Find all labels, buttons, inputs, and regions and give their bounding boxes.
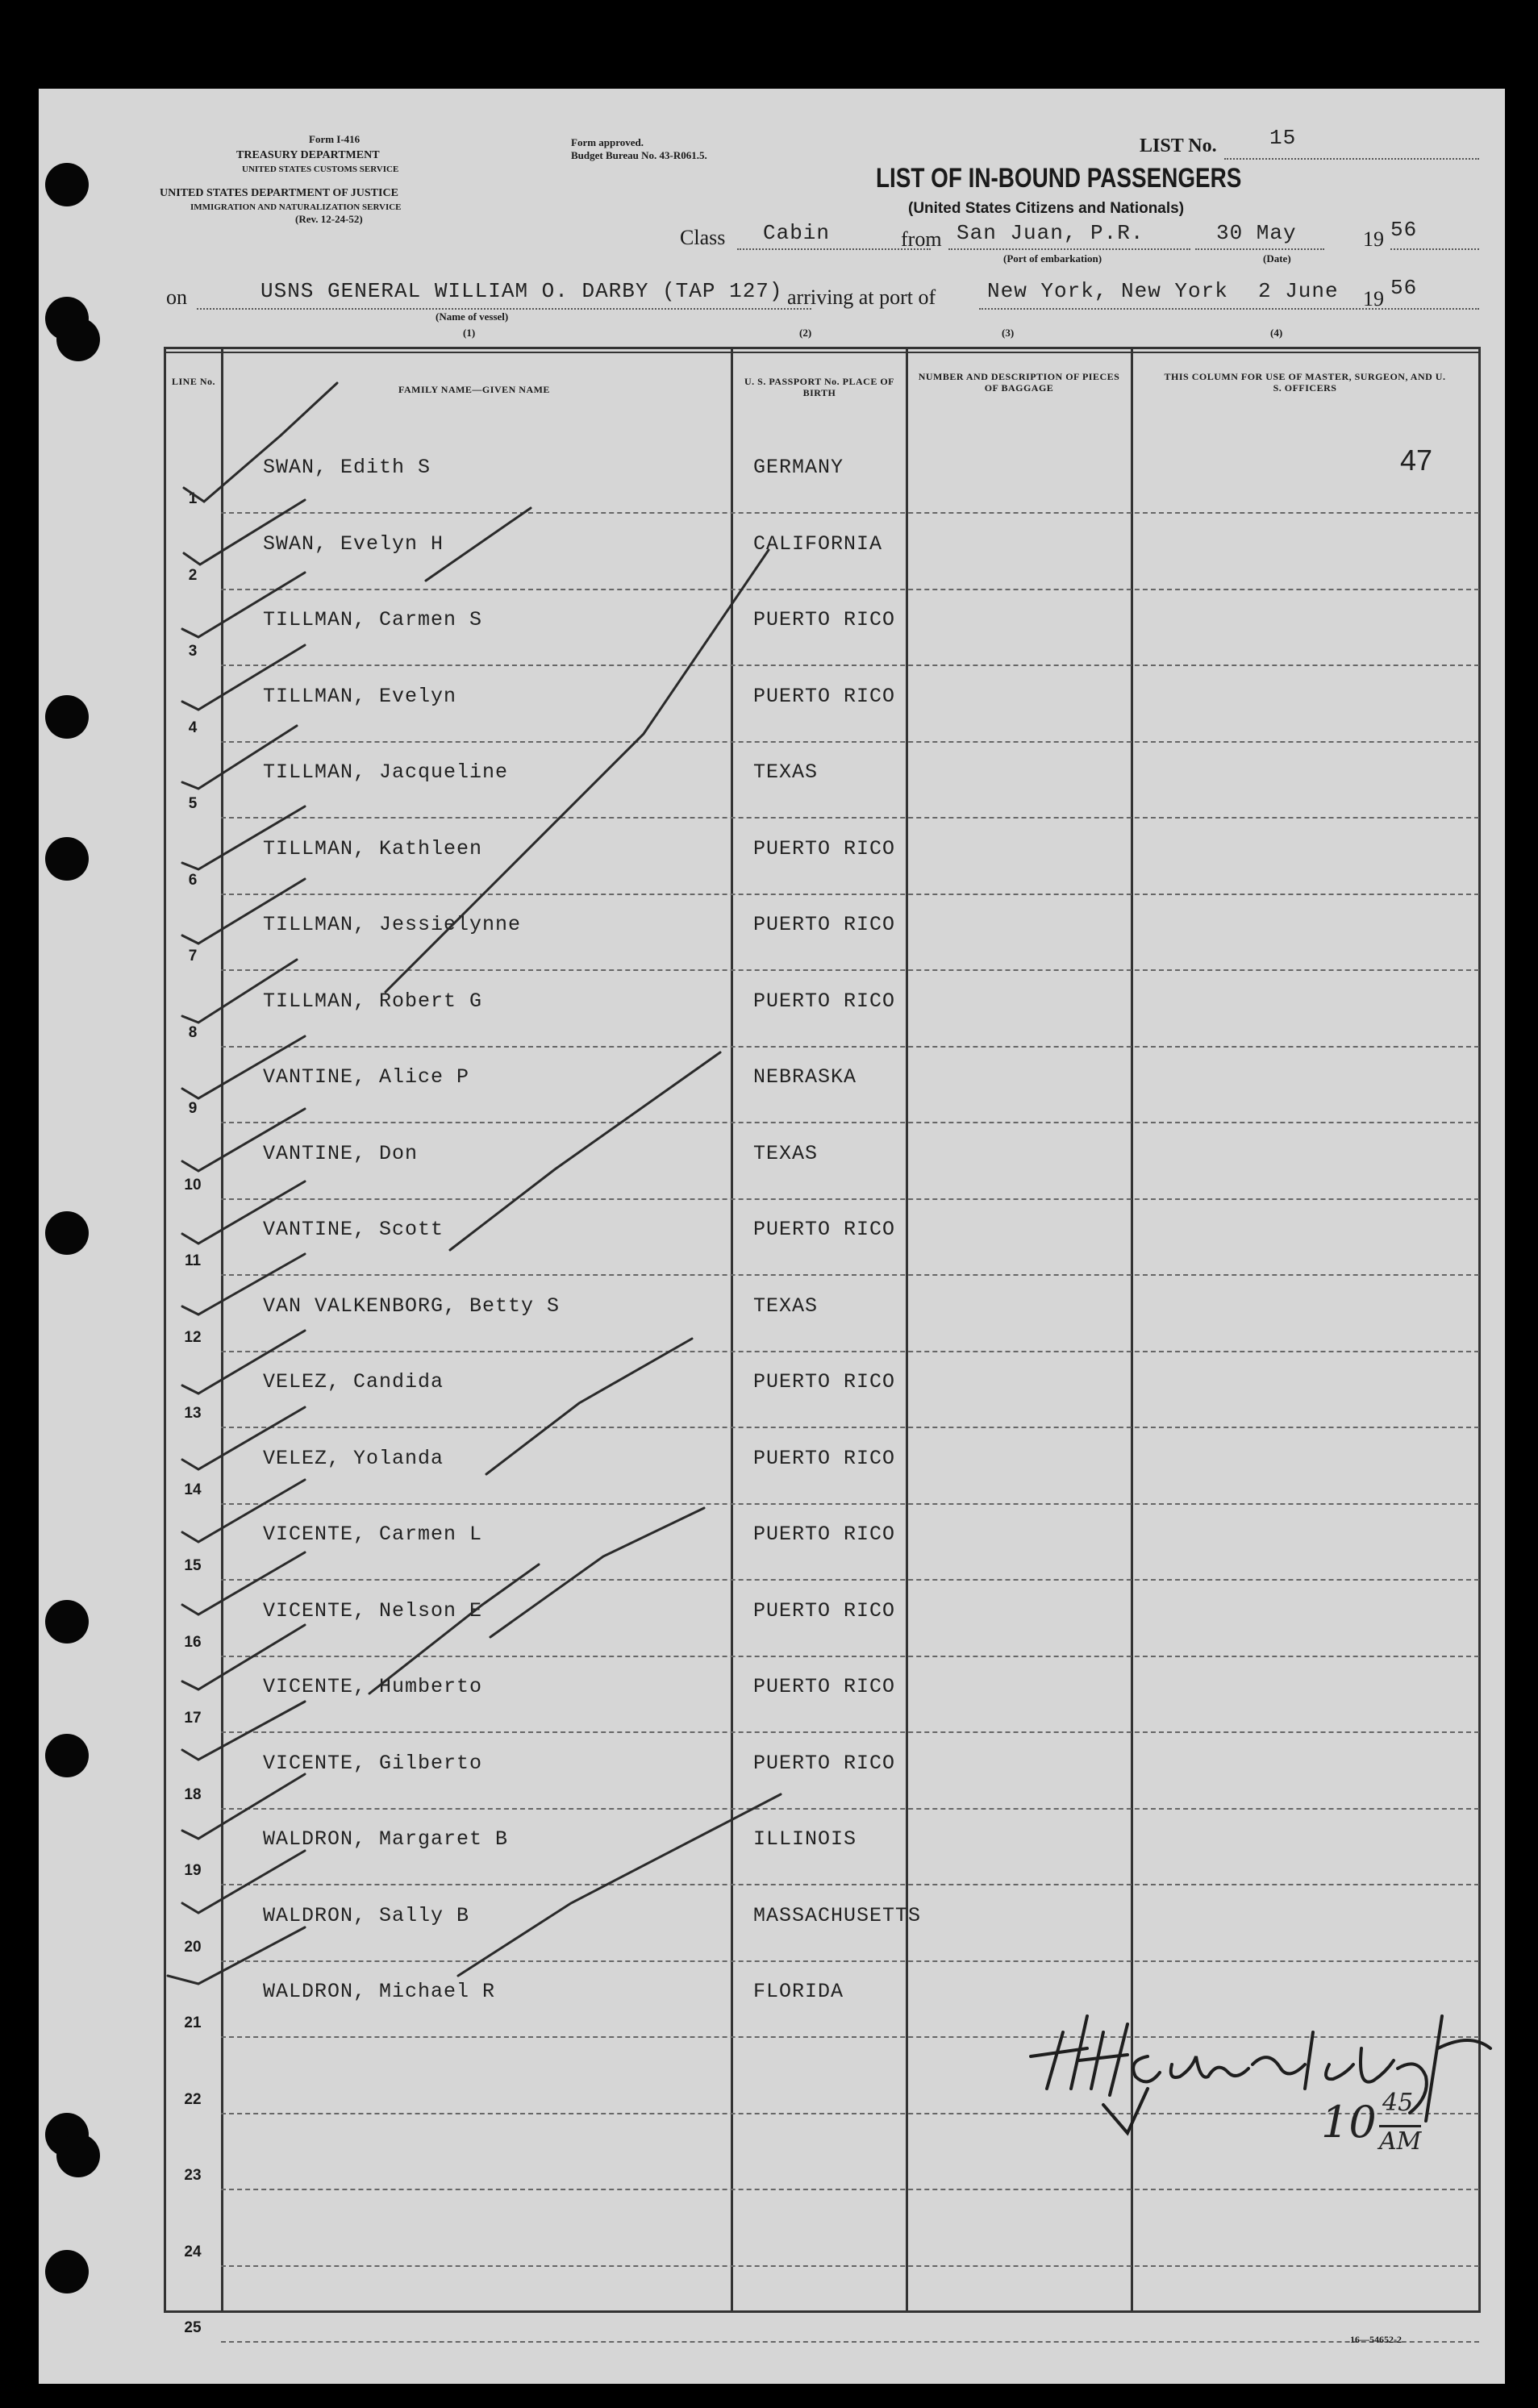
row-divider [221,1351,1479,1352]
on-label: on [166,285,187,309]
place-of-birth: PUERTO RICO [753,913,896,936]
list-no-label: LIST No. [1140,135,1217,156]
place-of-birth: PUERTO RICO [753,1523,896,1546]
passenger-name: VELEZ, Candida [263,1370,444,1394]
header-name: FAMILY NAME—GIVEN NAME [398,384,550,395]
form-approved: Form approved. [571,136,644,148]
row-divider [221,741,1479,743]
embark-date: 30 May [1216,221,1297,245]
line-number: 22 [184,2090,202,2108]
passenger-name: VICENTE, Nelson E [263,1598,483,1623]
place-of-birth: PUERTO RICO [753,1598,896,1623]
vessel-name: USNS GENERAL WILLIAM O. DARBY (TAP 127) [261,279,783,303]
line-number: 1 [188,490,198,507]
passenger-name: VICENTE, Gilberto [263,1751,483,1775]
line-number: 7 [188,948,198,964]
row-divider [221,664,1479,666]
place-of-birth: PUERTO RICO [753,608,896,631]
form-subtitle: (United States Citizens and Nationals) [908,200,1185,217]
passenger-name: SWAN, Edith S [263,456,431,479]
form-title: LIST OF IN-BOUND PASSENGERS [876,163,1242,194]
place-of-birth: PUERTO RICO [753,684,896,708]
officer-count: 47 [1400,444,1433,477]
binder-hole [45,1734,89,1777]
row-divider [221,1274,1479,1276]
col-num-4: (4) [1270,327,1283,339]
line-number: 18 [184,1785,202,1803]
port-of-embarkation: San Juan, P.R. [957,221,1144,245]
line-number: 10 [184,1176,202,1194]
line-number: 4 [188,719,198,736]
place-of-birth: PUERTO RICO [753,1446,896,1470]
row-divider [221,1884,1479,1885]
passenger-name: TILLMAN, Kathleen [263,836,483,860]
place-of-birth: PUERTO RICO [753,1370,896,1394]
row-divider [221,1046,1479,1048]
row-divider [221,2265,1479,2267]
line-number: 24 [184,2243,202,2260]
place-of-birth: GERMANY [753,456,844,479]
form-revision: (Rev. 12-24-52) [295,213,363,225]
binder-hole [45,837,89,881]
passenger-name: VELEZ, Yolanda [263,1446,444,1470]
passenger-name: VAN VALKENBORG, Betty S [263,1294,561,1318]
place-of-birth: TEXAS [753,760,819,784]
justice-dept: UNITED STATES DEPARTMENT OF JUSTICE [160,187,398,199]
date-caption: (Date) [1263,252,1291,265]
passenger-name: TILLMAN, Jacqueline [263,760,509,784]
line-number: 19 [184,1862,202,1879]
row-divider [221,1198,1479,1200]
port-embarkation-caption: (Port of embarkation) [1003,252,1102,265]
form-number: Form I-416 [309,133,361,145]
passenger-name: VANTINE, Alice P [263,1065,470,1089]
year-2: 56 [1390,276,1418,300]
from-label: from [901,227,942,251]
binder-hole [45,1211,89,1255]
class-value: Cabin [763,221,831,245]
year-prefix-1: 19 [1363,227,1384,251]
binder-hole [45,2250,89,2293]
line-number: 21 [184,2014,202,2031]
place-of-birth: NEBRASKA [753,1065,857,1089]
col-num-2: (2) [799,327,812,339]
class-label: Class [680,226,726,249]
line-number: 17 [184,1710,202,1727]
header-officers: THIS COLUMN FOR USE OF MASTER, SURGEON, AND U. S. OFFICERS [1164,371,1446,394]
row-divider [221,1503,1479,1505]
passenger-name: VANTINE, Don [263,1141,419,1165]
row-divider [221,1427,1479,1428]
line-number: 15 [184,1557,202,1574]
place-of-birth: PUERTO RICO [753,1675,896,1698]
passenger-name: WALDRON, Sally B [263,1903,470,1927]
time-hour: 10 [1321,2097,1377,2148]
row-divider [221,1122,1479,1123]
place-of-birth: FLORIDA [753,1980,844,2003]
time-ampm: AM [1379,2125,1421,2156]
row-divider [221,2189,1479,2190]
binder-hole [45,695,89,739]
row-divider [221,969,1479,971]
passenger-name: TILLMAN, Evelyn [263,684,457,708]
passenger-name: WALDRON, Margaret B [263,1827,509,1851]
header-passport: U. S. PASSPORT No. PLACE OF BIRTH [744,376,894,398]
place-of-birth: PUERTO RICO [753,1218,896,1241]
place-of-birth: MASSACHUSETTS [753,1903,922,1927]
list-number: 15 [1269,126,1297,150]
arrival-date: 2 June [1258,279,1339,303]
arrival-port: New York, New York [987,279,1228,303]
passenger-name: VANTINE, Scott [263,1218,444,1241]
row-divider [221,1656,1479,1657]
time-minutes: 45 [1382,2089,1414,2117]
passenger-name: WALDRON, Michael R [263,1980,496,2003]
place-of-birth: PUERTO RICO [753,989,896,1013]
budget-bureau: Budget Bureau No. 43-R061.5. [571,149,707,161]
ins-service: IMMIGRATION AND NATURALIZATION SERVICE [190,202,402,212]
binder-hole [45,163,89,206]
passenger-name: TILLMAN, Robert G [263,989,483,1013]
binder-hole [45,1600,89,1644]
line-number: 12 [184,1328,202,1346]
line-number: 2 [188,566,198,584]
binder-hole [56,318,100,361]
inspector-signature [1007,2000,1507,2161]
line-number: 3 [188,643,198,660]
row-divider [221,1808,1479,1810]
place-of-birth: TEXAS [753,1141,819,1165]
header-line-no: LINE No. [171,376,215,387]
row-divider [221,817,1479,819]
year-1: 56 [1390,218,1418,242]
line-number: 13 [184,1405,202,1422]
row-divider [221,894,1479,895]
line-number: 20 [184,1938,202,1956]
row-divider [221,1960,1479,1962]
passenger-name: SWAN, Evelyn H [263,531,444,556]
row-divider [221,1579,1479,1581]
place-of-birth: PUERTO RICO [753,836,896,860]
row-divider [221,589,1479,590]
row-divider [221,512,1479,514]
place-of-birth: PUERTO RICO [753,1751,896,1775]
line-number: 5 [188,795,198,812]
customs-service: UNITED STATES CUSTOMS SERVICE [242,165,399,174]
line-number: 11 [184,1252,202,1269]
place-of-birth: ILLINOIS [753,1827,857,1851]
col-num-3: (3) [1002,327,1015,339]
year-prefix-2: 19 [1363,287,1384,310]
line-number: 8 [188,1023,198,1041]
place-of-birth: CALIFORNIA [753,531,883,556]
binder-hole [56,2134,100,2177]
line-number: 14 [184,1481,202,1498]
arriving-label: arriving at port of [787,285,936,309]
row-divider [221,1731,1479,1733]
treasury-dept: TREASURY DEPARTMENT [236,149,380,161]
manifest-page [39,89,1505,2384]
passenger-name: VICENTE, Carmen L [263,1523,483,1546]
passenger-name: TILLMAN, Carmen S [263,608,483,631]
passenger-name: VICENTE, Humberto [263,1675,483,1698]
row-divider [221,2341,1479,2343]
line-number: 23 [184,2167,202,2184]
header-baggage: NUMBER AND DESCRIPTION OF PIECES OF BAGGAGE [918,371,1120,394]
place-of-birth: TEXAS [753,1294,819,1318]
passenger-name: TILLMAN, Jessielynne [263,913,522,936]
vessel-caption: (Name of vessel) [436,310,509,323]
line-number: 6 [188,871,198,889]
footer-code: 16—54652-2 [1350,2334,1402,2345]
col-num-1: (1) [463,327,476,339]
line-number: 16 [184,1633,202,1651]
line-number: 9 [188,1100,198,1117]
line-number: 25 [184,2319,202,2336]
